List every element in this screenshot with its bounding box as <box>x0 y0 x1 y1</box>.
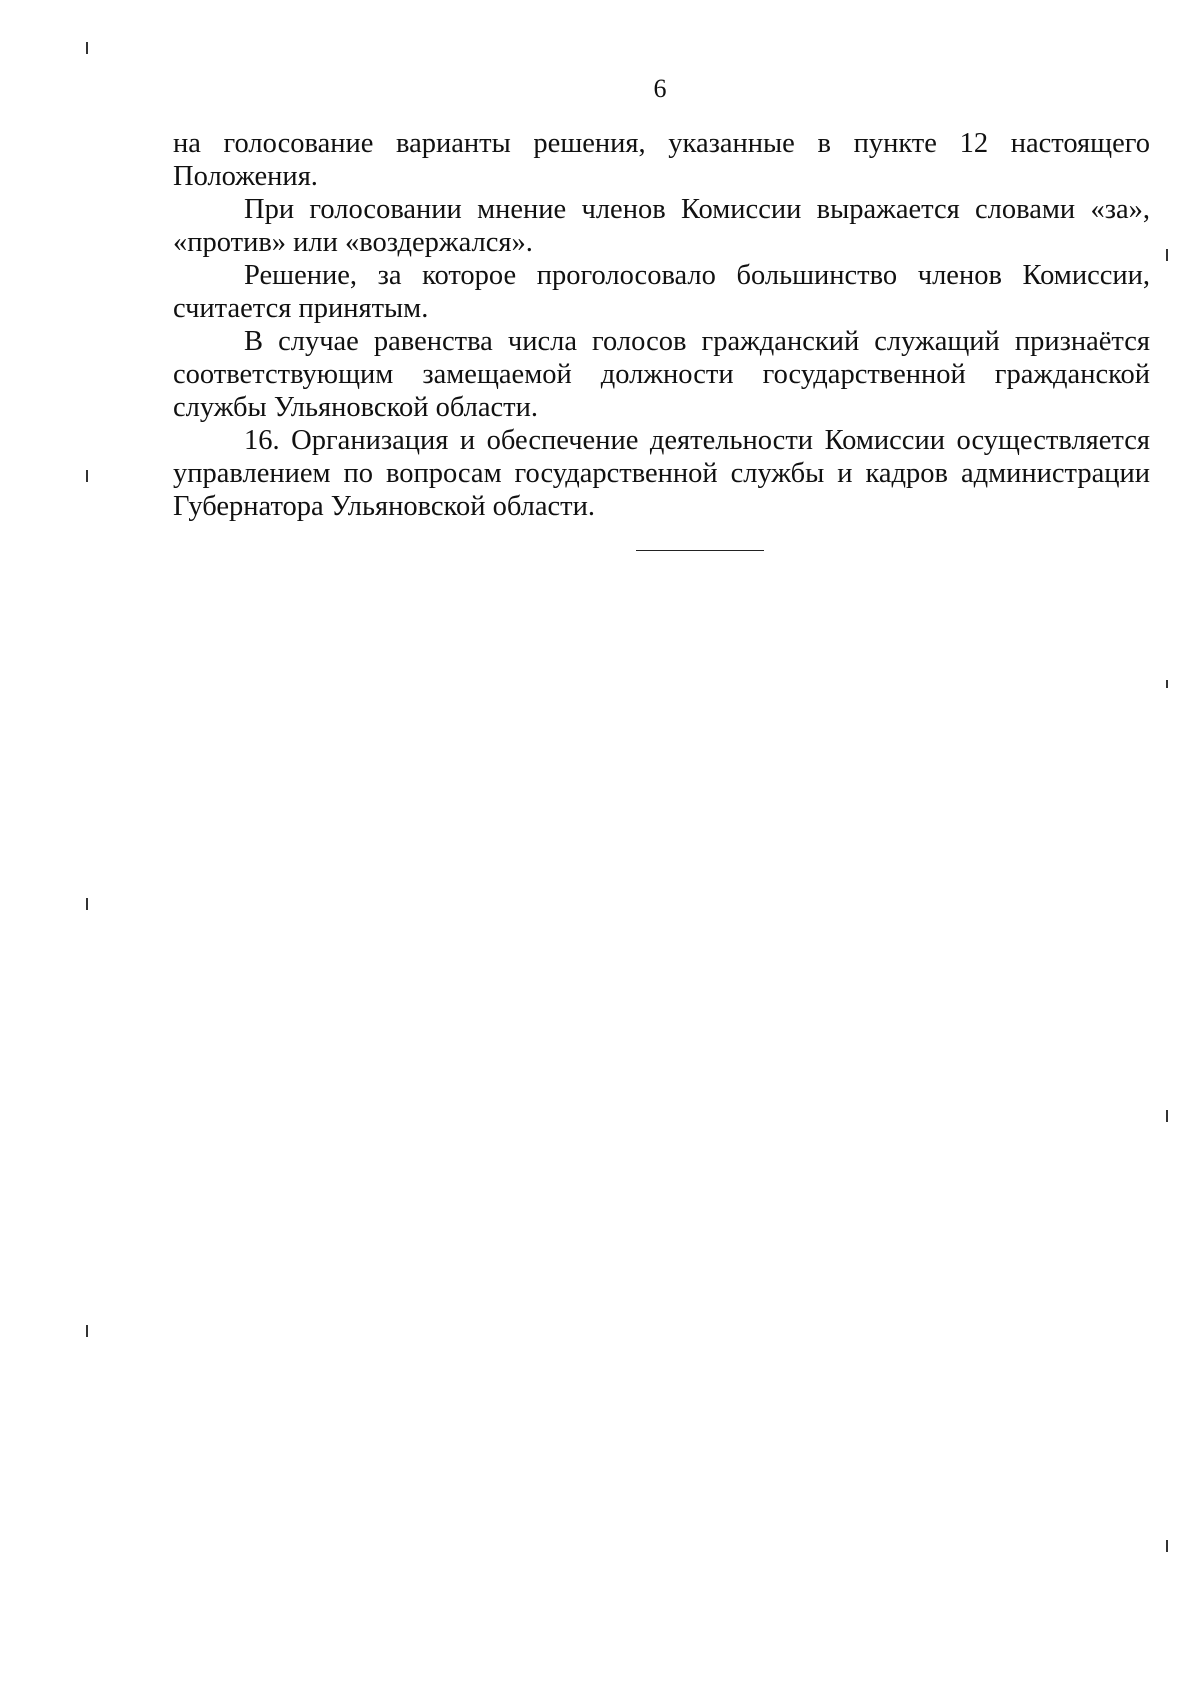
scan-mark <box>1166 249 1168 261</box>
paragraph-continuation: на голосование варианты решения, указанные в пункте 12 настоящего Положения. <box>173 128 1150 192</box>
scan-mark <box>1166 680 1168 688</box>
page-number: 6 <box>653 74 667 103</box>
scan-mark <box>1166 1110 1168 1122</box>
end-of-document-rule <box>636 550 764 551</box>
paragraph-tie-vote: В случае равенства числа голосов гражданский служащий признаётся соответствующим замещаемой должности государственной гражданской службы Ульяновской области. <box>173 326 1150 423</box>
scan-mark <box>86 42 88 54</box>
paragraph-voting-opinion: При голосовании мнение членов Комиссии выражается словами «за», «против» или «воздержался». <box>173 194 1150 258</box>
paragraph-majority-decision: Решение, за которое проголосовало большинство членов Комиссии, считается принятым. <box>173 260 1150 324</box>
scan-mark <box>1166 1540 1168 1552</box>
scan-mark <box>86 898 88 910</box>
scan-mark <box>86 470 88 482</box>
scan-mark <box>86 1325 88 1337</box>
document-body <box>173 127 1150 523</box>
paragraph-item-16: 16. Организация и обеспечение деятельности Комиссии осуществляется управлением по вопросам государственной службы и кадров администрации Губернатора Ульяновской области. <box>173 425 1150 522</box>
